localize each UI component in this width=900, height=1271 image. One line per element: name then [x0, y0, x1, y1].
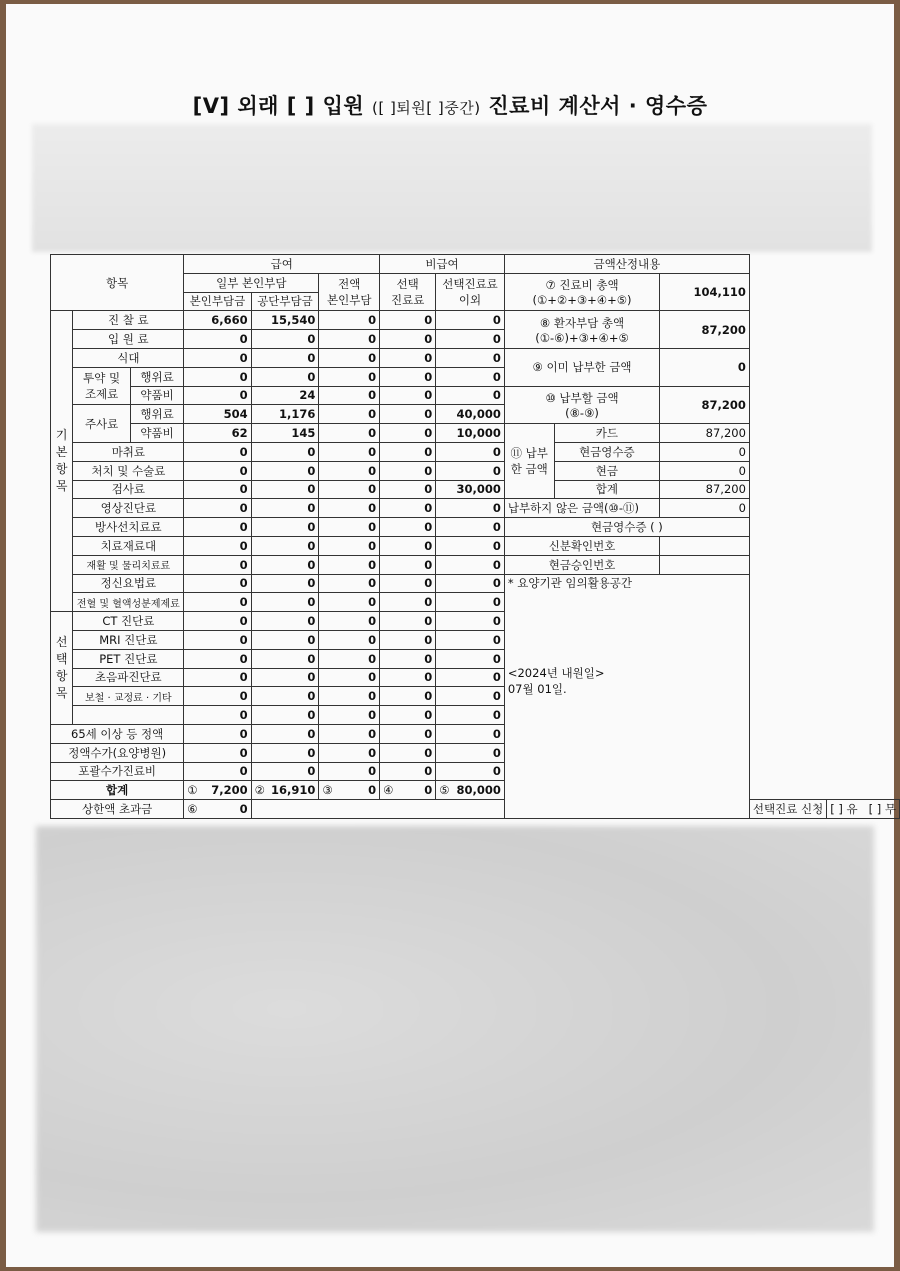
calc-card-label: 카드 — [554, 424, 660, 443]
cell: 504 — [184, 405, 251, 424]
cell: 0 — [184, 442, 251, 461]
cell: 0 — [319, 330, 380, 349]
cell: 0 — [319, 348, 380, 367]
cell: 0 — [184, 687, 251, 706]
cell: 0 — [380, 386, 436, 405]
cell: 0 — [380, 518, 436, 537]
title-discharge-type: ([ ]퇴원[ ]중간) — [371, 99, 481, 117]
calc-due-value: 87,200 — [660, 386, 750, 424]
calc-cash-value: 0 — [660, 461, 750, 480]
header-full-pay: 전액 본인부담 — [319, 273, 380, 311]
subgroup-drug-prep: 투약 및 조제료 — [73, 367, 130, 405]
cell: 0 — [436, 330, 505, 349]
upper-limit-value: ⑥ 0 — [184, 800, 251, 819]
cell: 145 — [251, 424, 319, 443]
cell: 0 — [319, 311, 380, 330]
cell: 0 — [251, 762, 319, 781]
cell: 0 — [380, 668, 436, 687]
cell: 0 — [380, 593, 436, 612]
selective-request-label: 선택진료 신청 — [749, 800, 826, 819]
cell: 0 — [251, 743, 319, 762]
calc-cash-receipt-label: 현금영수증 — [554, 442, 660, 461]
upper-limit-blank — [251, 800, 504, 819]
cell: 0 — [251, 649, 319, 668]
row-label: 정신요법료 — [73, 574, 184, 593]
cell: 0 — [184, 499, 251, 518]
cell: 0 — [380, 536, 436, 555]
cell: 0 — [436, 348, 505, 367]
calc-paid-value: 0 — [660, 348, 750, 386]
cell: 0 — [319, 762, 380, 781]
cell: 0 — [380, 687, 436, 706]
cell: 10,000 — [436, 424, 505, 443]
calc-sum-value: 87,200 — [660, 480, 750, 499]
cell: 0 — [380, 743, 436, 762]
cell: 0 — [436, 367, 505, 386]
cell: 0 — [184, 668, 251, 687]
cell: 0 — [436, 743, 505, 762]
cell: 0 — [436, 386, 505, 405]
cell: 0 — [436, 762, 505, 781]
header-partial: 일부 본인부담 — [184, 273, 319, 292]
cell: 0 — [251, 593, 319, 612]
cell: 0 — [251, 574, 319, 593]
cell: 0 — [380, 574, 436, 593]
row-label: 입 원 료 — [73, 330, 184, 349]
cell: 0 — [380, 555, 436, 574]
cell: 30,000 — [436, 480, 505, 499]
calc-id-no-label: 신분확인번호 — [504, 536, 659, 555]
cell: 0 — [184, 536, 251, 555]
cell: 0 — [251, 630, 319, 649]
cell: 0 — [251, 461, 319, 480]
redacted-patient-info — [32, 124, 872, 252]
cell: 0 — [319, 367, 380, 386]
cell: 0 — [319, 743, 380, 762]
total-self-pay: ① 7,200 — [184, 781, 251, 800]
visit-date-value: 07월 01일. — [507, 681, 567, 696]
cell: 62 — [184, 424, 251, 443]
cell: 0 — [380, 424, 436, 443]
title-visit-type: [V] 외래 [ ] 입원 — [192, 94, 365, 118]
title-document-name: 진료비 계산서 · 영수증 — [488, 94, 708, 118]
calc-sum-label: 합계 — [554, 480, 660, 499]
cell: 0 — [380, 706, 436, 725]
cell: 0 — [251, 480, 319, 499]
calc-cash-label: 현금 — [554, 461, 660, 480]
cell: 0 — [380, 405, 436, 424]
calc-unpaid-value: 0 — [660, 499, 750, 518]
cell: 0 — [380, 442, 436, 461]
row-label: 진 찰 료 — [73, 311, 184, 330]
cell: 0 — [436, 555, 505, 574]
row-label: 마취료 — [73, 442, 184, 461]
cell: 0 — [184, 555, 251, 574]
header-noncovered: 비급여 — [380, 255, 505, 274]
row-label — [73, 706, 184, 725]
cell: 0 — [319, 724, 380, 743]
cell: 0 — [436, 630, 505, 649]
row-label: 재활 및 물리치료료 — [73, 555, 184, 574]
calc-cash-receipt-value: 0 — [660, 442, 750, 461]
cell: 0 — [436, 612, 505, 631]
cell: 0 — [184, 386, 251, 405]
cell: 0 — [436, 724, 505, 743]
cell: 0 — [436, 442, 505, 461]
cell: 0 — [251, 499, 319, 518]
total-full-pay: ③ 0 — [319, 781, 380, 800]
cell: 0 — [319, 424, 380, 443]
selective-request-options: [ ] 유 [ ] 무 — [827, 800, 900, 819]
cell: 0 — [319, 386, 380, 405]
calc-card-value: 87,200 — [660, 424, 750, 443]
row-label: 전혈 및 혈액성분제제료 — [73, 593, 184, 612]
bill-table — [50, 254, 900, 819]
cell: 0 — [319, 555, 380, 574]
cell: 15,540 — [251, 311, 319, 330]
row-label: 검사료 — [73, 480, 184, 499]
cell: 0 — [319, 668, 380, 687]
cell: 0 — [251, 367, 319, 386]
cell: 0 — [184, 630, 251, 649]
cell: 0 — [319, 536, 380, 555]
cell: 6,660 — [184, 311, 251, 330]
calc-due-label: ⑩ 납부할 금액 (⑧-⑨) — [504, 386, 659, 424]
cell: 0 — [184, 367, 251, 386]
cell: 0 — [380, 367, 436, 386]
cell: 0 — [319, 461, 380, 480]
group-basic-items: 기 본 항 목 — [51, 311, 73, 612]
total-selective: ④ 0 — [380, 781, 436, 800]
cell: 0 — [319, 687, 380, 706]
header-self-pay: 본인부담금 — [184, 292, 251, 311]
cell: 0 — [184, 518, 251, 537]
cell: 0 — [436, 706, 505, 725]
cell: 0 — [184, 330, 251, 349]
cell: 0 — [251, 706, 319, 725]
cell: 0 — [436, 574, 505, 593]
cell: 0 — [319, 612, 380, 631]
cell: 0 — [319, 706, 380, 725]
calc-unpaid-label: 납부하지 않은 금액(⑩-⑪) — [504, 499, 659, 518]
group-optional-items: 선 택 항 목 — [51, 612, 73, 725]
calc-paid-group: ⑪ 납부 한 금액 — [504, 424, 554, 499]
cell: 0 — [380, 311, 436, 330]
cell: 0 — [184, 612, 251, 631]
subgroup-injection: 주사료 — [73, 405, 130, 443]
cell: 0 — [380, 461, 436, 480]
total-other: ⑤ 80,000 — [436, 781, 505, 800]
calc-approval-no-value — [660, 555, 750, 574]
cell: 24 — [251, 386, 319, 405]
header-insurer-pay: 공단부담금 — [251, 292, 319, 311]
cell: 0 — [436, 668, 505, 687]
cell: 0 — [436, 687, 505, 706]
cell: 0 — [380, 612, 436, 631]
row-label: 방사선치료료 — [73, 518, 184, 537]
cell: 0 — [184, 743, 251, 762]
row-label: 처치 및 수술료 — [73, 461, 184, 480]
row-label: 보철 · 교정료 · 기타 — [73, 687, 184, 706]
row-label: 식대 — [73, 348, 184, 367]
cell: 0 — [184, 348, 251, 367]
cell: 0 — [436, 311, 505, 330]
cell: 0 — [251, 724, 319, 743]
row-label: 포괄수가진료비 — [51, 762, 184, 781]
row-label: 치료재료대 — [73, 536, 184, 555]
document-title — [0, 90, 900, 120]
free-space-area — [504, 574, 749, 818]
cell: 0 — [436, 461, 505, 480]
cell: 0 — [184, 461, 251, 480]
free-space-label: * 요양기관 임의활용공간 — [507, 575, 633, 590]
calc-paid-label: ⑨ 이미 납부한 금액 — [504, 348, 659, 386]
cell: 0 — [251, 668, 319, 687]
cell: 0 — [436, 518, 505, 537]
cell: 0 — [251, 518, 319, 537]
cell: 0 — [380, 330, 436, 349]
cell: 0 — [184, 724, 251, 743]
cell: 1,176 — [251, 405, 319, 424]
cell: 0 — [436, 536, 505, 555]
cell: 0 — [319, 405, 380, 424]
row-label: PET 진단료 — [73, 649, 184, 668]
cell: 0 — [251, 555, 319, 574]
cell: 0 — [319, 499, 380, 518]
cell: 0 — [436, 649, 505, 668]
row-label: 정액수가(요양병원) — [51, 743, 184, 762]
cell: 0 — [319, 593, 380, 612]
cell: 0 — [251, 348, 319, 367]
row-label: 행위료 — [130, 405, 183, 424]
header-calc: 금액산정내용 — [504, 255, 749, 274]
row-label: 약품비 — [130, 386, 183, 405]
cell: 0 — [319, 518, 380, 537]
header-covered: 급여 — [184, 255, 380, 274]
cell: 0 — [319, 649, 380, 668]
calc-approval-no-label: 현금승인번호 — [504, 555, 659, 574]
cell: 0 — [380, 480, 436, 499]
cell: 0 — [380, 649, 436, 668]
totals-label: 합계 — [51, 781, 184, 800]
cell: 0 — [184, 649, 251, 668]
row-label: 영상진단료 — [73, 499, 184, 518]
cell: 0 — [184, 762, 251, 781]
cell: 0 — [251, 330, 319, 349]
calc-patient-label: ⑧ 환자부담 총액 (①-⑥)+③+④+⑤ — [504, 311, 659, 349]
cell: 0 — [380, 724, 436, 743]
calc-cash-receipt-row: 현금영수증 ( ) — [504, 518, 749, 537]
row-label: CT 진단료 — [73, 612, 184, 631]
cell: 0 — [184, 593, 251, 612]
row-label: MRI 진단료 — [73, 630, 184, 649]
redacted-bottom-section — [36, 826, 874, 1232]
cell: 0 — [319, 574, 380, 593]
total-insurer-pay: ② 16,910 — [251, 781, 319, 800]
header-item: 항목 — [51, 255, 184, 311]
cell: 0 — [251, 612, 319, 631]
cell: 0 — [380, 499, 436, 518]
cell: 0 — [436, 593, 505, 612]
calc-total-value: 104,110 — [660, 273, 750, 311]
cell: 0 — [184, 706, 251, 725]
cell: 0 — [251, 687, 319, 706]
upper-limit-label: 상한액 초과금 — [51, 800, 184, 819]
visit-date-title: <2024년 내원일> — [507, 665, 605, 680]
cell: 0 — [251, 536, 319, 555]
row-label: 약품비 — [130, 424, 183, 443]
calc-patient-value: 87,200 — [660, 311, 750, 349]
row-label: 행위료 — [130, 367, 183, 386]
calc-id-no-value — [660, 536, 750, 555]
cell: 0 — [436, 499, 505, 518]
cell: 0 — [251, 442, 319, 461]
header-other: 선택진료료 이외 — [436, 273, 505, 311]
row-label: 초음파진단료 — [73, 668, 184, 687]
cell: 0 — [184, 574, 251, 593]
cell: 0 — [380, 630, 436, 649]
calc-total-label: ⑦ 진료비 총액 (①+②+③+④+⑤) — [504, 273, 659, 311]
cell: 0 — [319, 442, 380, 461]
cell: 0 — [184, 480, 251, 499]
header-selective: 선택 진료료 — [380, 273, 436, 311]
cell: 0 — [319, 630, 380, 649]
cell: 0 — [380, 348, 436, 367]
cell: 40,000 — [436, 405, 505, 424]
cell: 0 — [380, 762, 436, 781]
cell: 0 — [319, 480, 380, 499]
row-label: 65세 이상 등 정액 — [51, 724, 184, 743]
